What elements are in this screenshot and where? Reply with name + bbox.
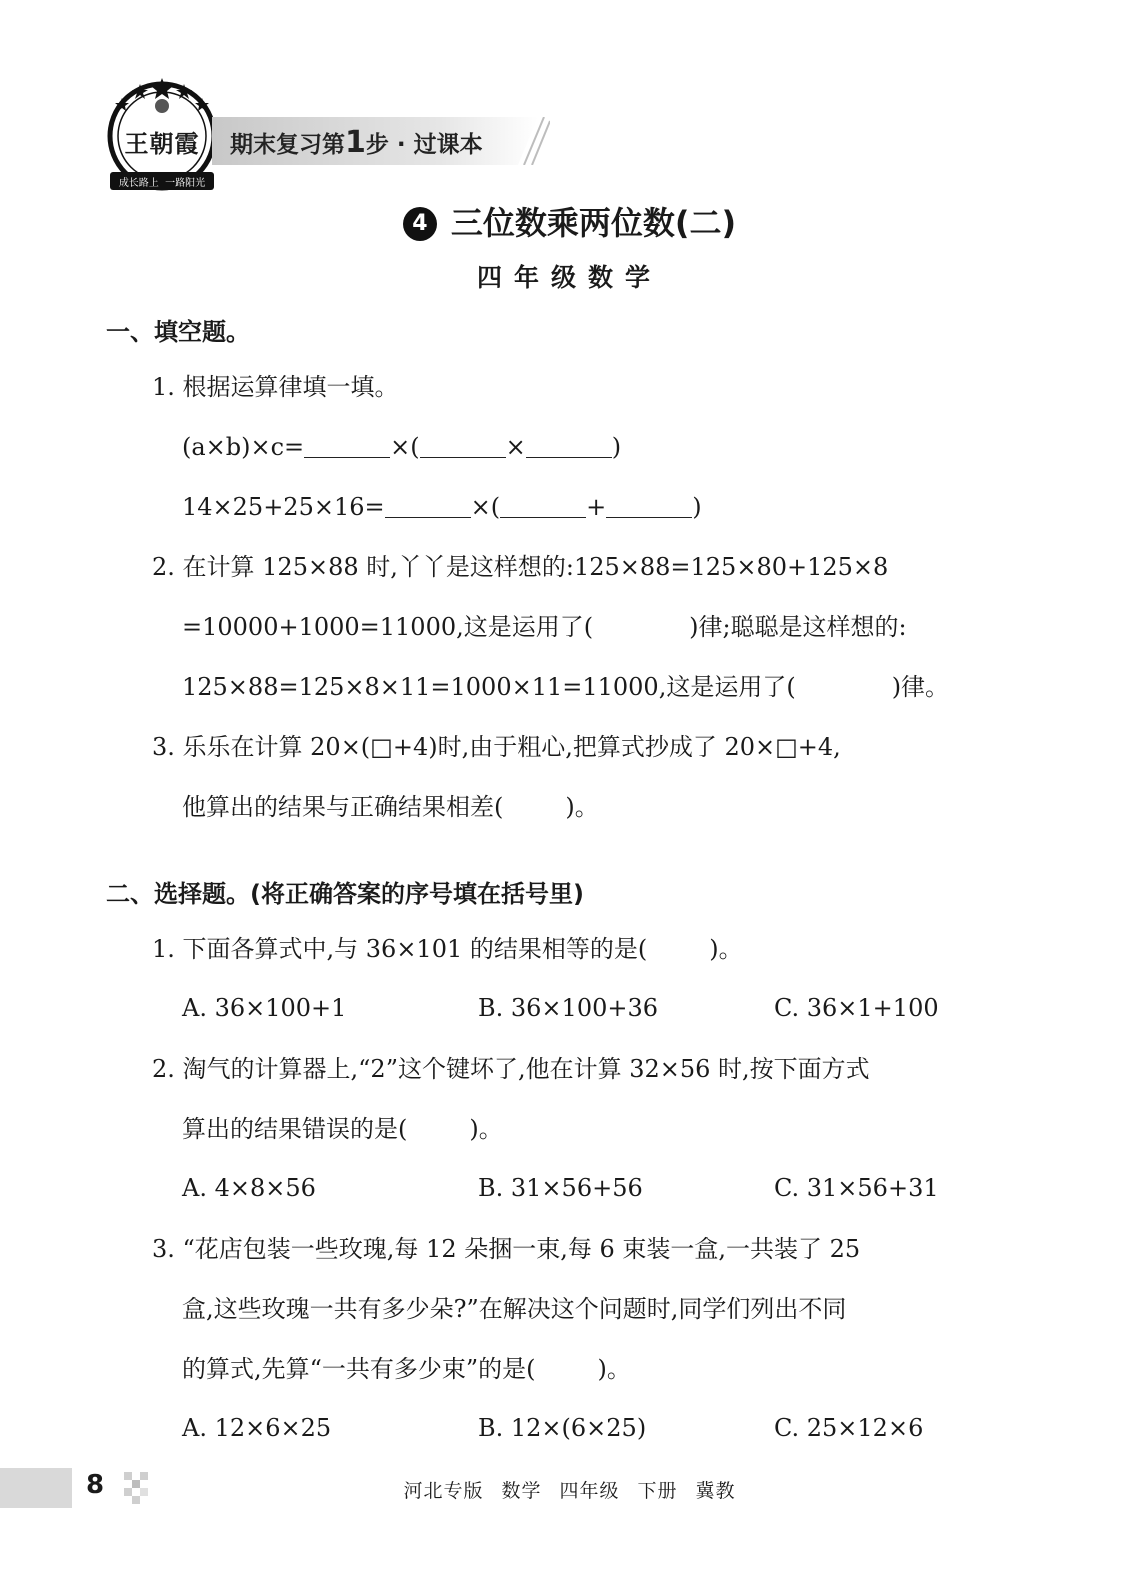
question-2-2-option-a[interactable]: A. 4×8×56 xyxy=(182,1174,316,1202)
subtitle: 四年级数学 xyxy=(476,263,662,292)
question-2-1-option-a[interactable]: A. 36×100+1 xyxy=(182,994,347,1022)
question-2-2-option-c[interactable]: C. 31×56+31 xyxy=(774,1174,939,1202)
question-2-3-option-a[interactable]: A. 12×6×25 xyxy=(182,1414,332,1442)
answer-blank[interactable] xyxy=(304,435,390,458)
lesson-number-badge: 4 xyxy=(403,207,437,241)
section-heading-fill-blank: 一、填空题。 xyxy=(106,318,250,346)
answer-blank[interactable] xyxy=(606,495,692,518)
question-1-1-line-1: (a×b)×c= ×( × ) xyxy=(182,433,622,461)
question-2-1-option-b[interactable]: B. 36×100+36 xyxy=(478,994,658,1022)
question-1-3-line-1: 3. 乐乐在计算 20×(□+4)时,由于粗心,把算式抄成了 20×□+4, xyxy=(152,733,841,761)
question-2-3-line-2: 盒,这些玫瑰一共有多少朵?”在解决这个问题时,同学们列出不同 xyxy=(182,1295,847,1323)
question-1-3-line-2: 他算出的结果与正确结果相差( )。 xyxy=(182,793,599,821)
question-2-1: 1. 下面各算式中,与 36×101 的结果相等的是( )。 xyxy=(152,935,743,963)
question-1-2-line-1: 2. 在计算 125×88 时,丫丫是这样想的:125×88=125×80+125×8 xyxy=(152,553,889,581)
question-2-3-option-b[interactable]: B. 12×(6×25) xyxy=(478,1414,647,1442)
page-number: 8 xyxy=(86,1470,105,1500)
answer-blank[interactable] xyxy=(500,495,586,518)
question-1-1: 1. 根据运算律填一填。 xyxy=(152,373,399,401)
section-heading-multiple-choice: 二、选择题。(将正确答案的序号填在括号里) xyxy=(106,880,584,908)
lesson-title-text: 三位数乘两位数(二) xyxy=(450,204,737,242)
question-2-2-option-b[interactable]: B. 31×56+56 xyxy=(478,1174,643,1202)
logo-motto: 成长路上 一路阳光 xyxy=(118,178,206,189)
question-2-1-option-c[interactable]: C. 36×1+100 xyxy=(774,994,939,1022)
question-2-3-line-1: 3. “花店包装一些玫瑰,每 12 朵捆一束,每 6 束装一盒,一共装了 25 xyxy=(152,1235,861,1263)
answer-blank[interactable] xyxy=(385,495,471,518)
question-1-2-line-2: =10000+1000=11000,这是运用了( )律;聪聪是这样想的: xyxy=(182,613,907,641)
question-2-2-line-2: 算出的结果错误的是( )。 xyxy=(182,1115,503,1143)
answer-blank[interactable] xyxy=(420,435,506,458)
lesson-title xyxy=(0,198,1139,244)
banner-title: 期末复习第1步 · 过课本 xyxy=(230,125,483,160)
answer-blank[interactable] xyxy=(526,435,612,458)
question-1-1-line-2: 14×25+25×16= ×( + ) xyxy=(182,493,702,521)
question-1-2-line-3: 125×88=125×8×11=1000×11=11000,这是运用了( )律。 xyxy=(182,673,950,701)
footer-info: 河北专版 数学 四年级 下册 冀教 xyxy=(403,1480,736,1502)
question-2-2-line-1: 2. 淘气的计算器上,“2”这个键坏了,他在计算 32×56 时,按下面方式 xyxy=(152,1055,870,1083)
question-2-3-line-3: 的算式,先算“一共有多少束”的是( )。 xyxy=(182,1355,631,1383)
question-2-3-option-c[interactable]: C. 25×12×6 xyxy=(774,1414,924,1442)
logo-name: 王朝霞 xyxy=(124,129,200,158)
